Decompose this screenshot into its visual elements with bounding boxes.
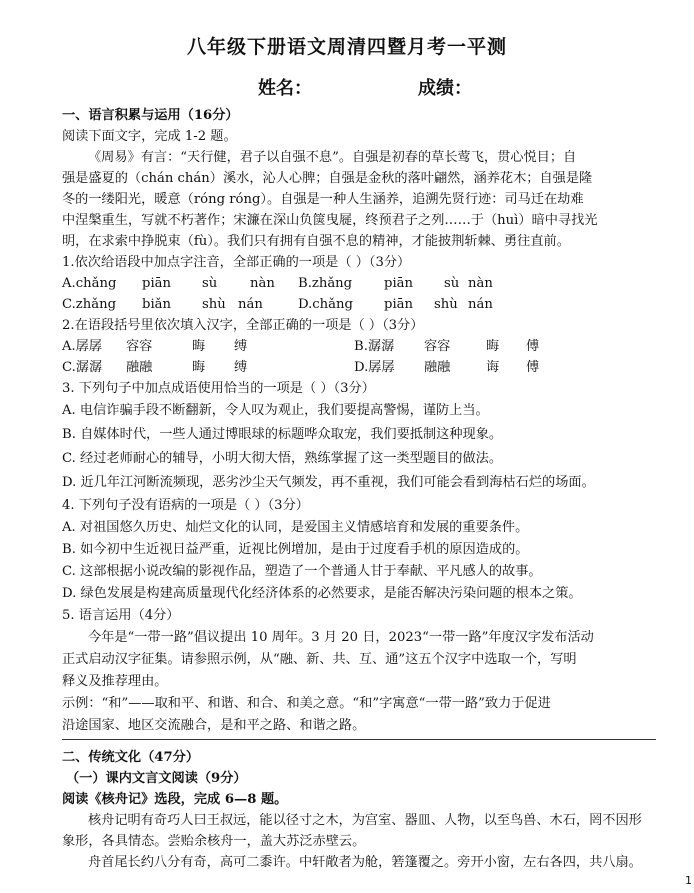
q1-option-d-2: piān [384, 297, 414, 312]
q2-option-a-2: 容容 [126, 339, 153, 354]
q1-option-a-4: nàn [250, 276, 275, 291]
section2-heading: 二、传统文化（47分） [62, 750, 200, 765]
score-label: 成绩： [418, 78, 472, 99]
page-number: 1 [685, 874, 692, 887]
q3-option-b: B. 自媒体时代，一些人通过博眼球的标题哗众取宠，我们要抵制这种现象。 [62, 427, 503, 442]
passage-line: 核舟记明有奇巧人曰王叔远，能以径寸之木，为宫室、器皿、人物，以至鸟兽、木石，罔不因形 [88, 813, 642, 828]
q4-stem: 4. 下列句子没有语病的一项是（ ）（3分） [62, 498, 309, 513]
q1-option-c-2: biǎn [142, 297, 172, 312]
section2-subheading: （一）课内文言文阅读（9分） [66, 771, 247, 786]
q2-stem: 2.在语段括号里依次填入汉字，全部正确的一项是（ ）（3分） [62, 318, 424, 333]
passage-line: 象形，各具情态。尝贻余核舟一，盖大苏泛赤壁云。 [62, 834, 366, 849]
q1-option-b-4: nàn [468, 276, 493, 291]
q1-option-c-3: shù [202, 297, 226, 312]
q2-option-d-4: 傅 [526, 360, 540, 375]
q5-text: 释义及推荐理由。 [62, 674, 168, 689]
q1-option-d-3: shù [434, 297, 458, 312]
q1-option-a: A.chǎng [62, 276, 117, 291]
q1-stem: 1.依次给语段中加点字注音，全部正确的一项是（ ）（3分） [62, 255, 411, 270]
passage-line: 强是盛夏的（chán chán）溪水，沁人心脾；自强是金秋的落叶翩然，涵养花木；自强是隆 [62, 171, 593, 186]
q1-option-d: D.chǎng [298, 297, 353, 312]
q5-text: 正式启动汉字征集。请参照示例，从“融、新、共、互、通”这五个汉字中选取一个，写明 [62, 652, 577, 667]
q2-option-c-2: 融融 [126, 360, 153, 375]
q2-option-c: C.潺潺 [62, 360, 103, 375]
passage-line: 冬的一缕阳光，暖意（róng róng）。自强是一种人生涵养，追溯先贤行迹：司马迁在劫难 [62, 192, 584, 207]
section-divider [62, 739, 656, 740]
q5-text: 今年是“一带一路”倡议提出 10 周年。3 月 20 日，2023“一带一路”年度汉字发布活动 [88, 630, 594, 645]
q1-option-c-4: nán [238, 297, 263, 312]
q1-option-b-2: piān [384, 276, 414, 291]
q1-option-a-3: sù [202, 276, 218, 291]
section1-instruction: 阅读下面文字，完成 1-2 题。 [62, 129, 237, 144]
name-label: 姓名： [258, 78, 312, 99]
q3-option-d: D. 近几年江河断流频现，恶劣沙尘天气频发，再不重视，我们可能会看到海枯石烂的场面。 [62, 475, 595, 490]
q2-option-b-2: 容容 [424, 339, 451, 354]
q5-example: 示例：“和”——取和平、和谐、和合、和美之意。“和”字寓意“一带一路”致力于促进 [62, 696, 551, 711]
q2-option-b: B.潺潺 [354, 339, 395, 354]
q2-option-d-2: 融融 [424, 360, 451, 375]
q1-option-c: C.zhǎng [62, 297, 117, 312]
q1-option-b-3: sù [444, 276, 460, 291]
q1-option-b: B.zhǎng [298, 276, 353, 291]
q5-example: 沿途国家、地区交流融合，是和平之路、和谐之路。 [62, 718, 366, 733]
q3-option-c: C. 经过老师耐心的辅导，小明大彻大悟，熟练掌握了这一类型题目的做法。 [62, 451, 503, 466]
q2-option-d-3: 诲 [486, 360, 500, 375]
section1-heading: 一、语言积累与运用（16分） [62, 108, 239, 123]
passage-line: 《周易》有言：“天行健，君子以自强不息”。自强是初春的草长莺飞，贯心悦目；自 [88, 150, 577, 165]
q2-option-a: A.孱孱 [62, 339, 103, 354]
passage-line: 明，在求索中挣脱束（fù）。我们只有拥有自强不息的精神，才能披荆斩棘、勇往直前。 [62, 234, 570, 249]
q2-option-c-3: 晦 [192, 360, 206, 375]
q4-option-b: B. 如今初中生近视日益严重，近视比例增加，是由于过度看手机的原因造成的。 [62, 542, 529, 557]
q3-stem: 3. 下列句子中加点成语使用恰当的一项是（ ）（3分） [62, 381, 375, 396]
q5-stem: 5. 语言运用（4分） [62, 608, 180, 623]
q2-option-c-4: 缚 [234, 360, 248, 375]
q3-option-a: A. 电信诈骗手段不断翻新，令人叹为观止，我们要提高警惕，谨防上当。 [62, 403, 489, 418]
q2-option-b-3: 晦 [486, 339, 500, 354]
section2-instruction: 阅读《核舟记》选段，完成 6—8 题。 [62, 792, 288, 807]
q2-option-b-4: 傅 [526, 339, 540, 354]
q2-option-a-3: 晦 [192, 339, 206, 354]
q2-option-a-4: 缚 [234, 339, 248, 354]
q1-option-a-2: piān [142, 276, 172, 291]
q4-option-a: A. 对祖国悠久历史、灿烂文化的认同，是爱国主义情感培育和发展的重要条件。 [62, 520, 529, 535]
passage-line: 舟首尾长约八分有奇，高可二黍许。中轩敞者为舱，箬篷覆之。旁开小窗，左右各四，共八扇。 [88, 855, 642, 870]
q4-option-c: C. 这部根据小说改编的影视作品，塑造了一个普通人甘于奉献、平凡感人的故事。 [62, 564, 542, 579]
q2-option-d: D.孱孱 [354, 360, 395, 375]
page-title: 八年级下册语文周清四暨月考一平测 [186, 36, 507, 58]
q4-option-d: D. 绿色发展是构建高质量现代化经济体系的必然要求，是能否解决污染问题的根本之策。 [62, 586, 582, 601]
passage-line: 中涅槃重生，写就不朽著作；宋濂在深山负箧曳屣，终预君子之列……于（huì）暗中寻找光 [62, 213, 598, 228]
q1-option-d-4: nán [468, 297, 493, 312]
